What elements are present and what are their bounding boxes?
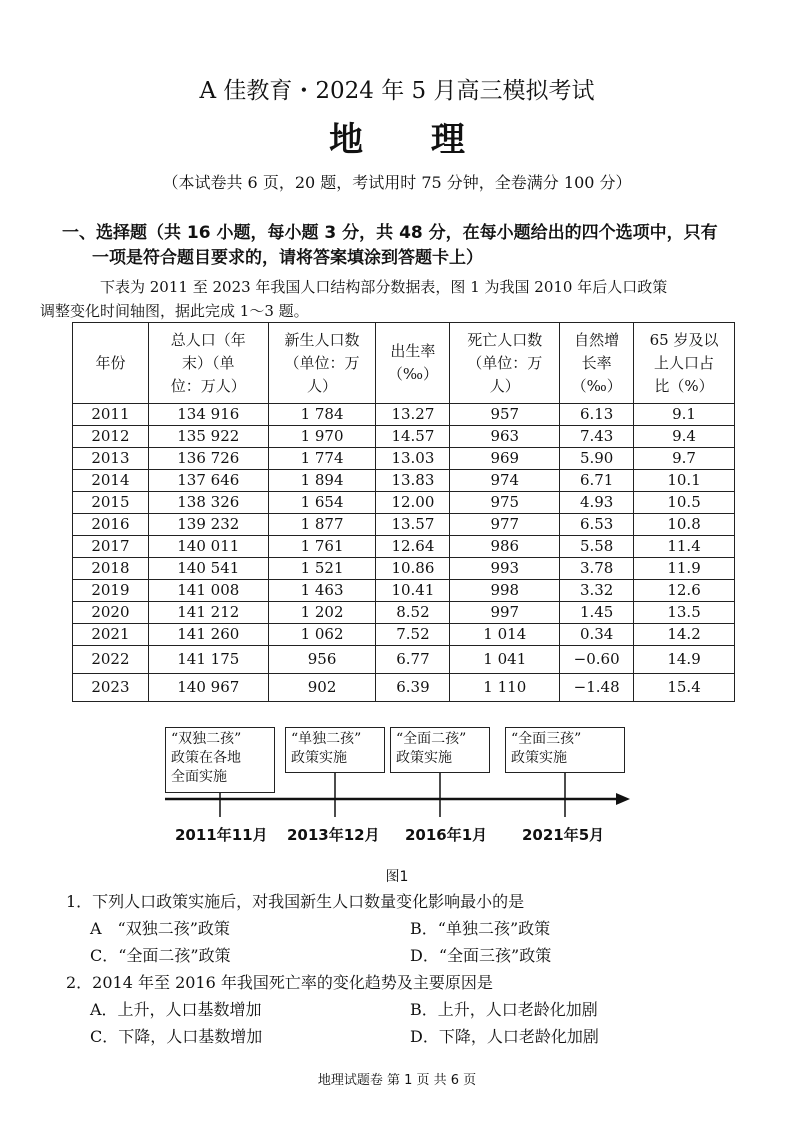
column-header bbox=[268, 323, 376, 404]
table-cell: 2023 bbox=[73, 674, 149, 702]
column-header bbox=[148, 323, 268, 404]
timeline-date-label: 2016年1月 bbox=[405, 826, 488, 844]
table-body bbox=[73, 404, 735, 702]
table-cell: 2022 bbox=[73, 646, 149, 674]
population-table bbox=[72, 322, 735, 702]
policy-box bbox=[505, 727, 625, 773]
table-cell: 1 784 bbox=[268, 404, 376, 426]
table-cell: 2015 bbox=[73, 492, 149, 514]
table-row bbox=[73, 426, 735, 448]
section-heading bbox=[62, 221, 752, 271]
table-cell: 11.9 bbox=[634, 558, 735, 580]
table-row bbox=[73, 646, 735, 674]
timeline-date-label: 2013年12月 bbox=[287, 826, 380, 844]
table-cell: 12.6 bbox=[634, 580, 735, 602]
column-header-line: 比（%） bbox=[654, 376, 714, 395]
policy-box-line: 政策实施 bbox=[396, 750, 452, 766]
table-cell: 140 541 bbox=[148, 558, 268, 580]
table-cell: −0.60 bbox=[560, 646, 634, 674]
table-row bbox=[73, 624, 735, 646]
table-cell: 141 260 bbox=[148, 624, 268, 646]
column-header-line: （‰） bbox=[571, 376, 622, 395]
table-cell: −1.48 bbox=[560, 674, 634, 702]
column-header-line: 死亡人口数 bbox=[467, 330, 543, 349]
table-cell: 10.8 bbox=[634, 514, 735, 536]
table-cell: 1 761 bbox=[268, 536, 376, 558]
column-header-line: 自然增 bbox=[574, 330, 620, 349]
column-header-line: 人） bbox=[307, 376, 338, 395]
table-cell: 997 bbox=[450, 602, 560, 624]
column-header-line: （单位：万 bbox=[284, 353, 360, 372]
table-cell: 2011 bbox=[73, 404, 149, 426]
table-row bbox=[73, 404, 735, 426]
table-cell: 986 bbox=[450, 536, 560, 558]
table-cell: 141 212 bbox=[148, 602, 268, 624]
table-cell: 6.13 bbox=[560, 404, 634, 426]
question-2-stem: 2．2014 年至 2016 年我国死亡率的变化趋势及主要原因是 bbox=[66, 973, 493, 992]
table-cell: 12.00 bbox=[376, 492, 450, 514]
table-cell: 10.5 bbox=[634, 492, 735, 514]
table-row bbox=[73, 448, 735, 470]
question-2-option-b: B．上升，人口老龄化加剧 bbox=[410, 1000, 598, 1019]
table-cell: 9.4 bbox=[634, 426, 735, 448]
table-cell: 14.57 bbox=[376, 426, 450, 448]
column-header bbox=[73, 323, 149, 404]
policy-box-line: 政策在各地 bbox=[171, 750, 241, 766]
table-cell: 1 110 bbox=[450, 674, 560, 702]
table-cell: 7.52 bbox=[376, 624, 450, 646]
table-cell: 1 970 bbox=[268, 426, 376, 448]
table-cell: 956 bbox=[268, 646, 376, 674]
question-1-option-d: D．“全面三孩”政策 bbox=[410, 946, 552, 965]
exam-note: （本试卷共 6 页，20 题，考试用时 75 分钟，全卷满分 100 分） bbox=[162, 173, 632, 192]
table-cell: 957 bbox=[450, 404, 560, 426]
table-cell: 8.52 bbox=[376, 602, 450, 624]
table-cell: 963 bbox=[450, 426, 560, 448]
table-row bbox=[73, 602, 735, 624]
table-cell: 2021 bbox=[73, 624, 149, 646]
column-header-line: （‰） bbox=[387, 365, 438, 383]
table-cell: 6.77 bbox=[376, 646, 450, 674]
table-cell: 6.71 bbox=[560, 470, 634, 492]
table-cell: 1 774 bbox=[268, 448, 376, 470]
table-cell: 2019 bbox=[73, 580, 149, 602]
question-2-option-a: A．上升，人口基数增加 bbox=[90, 1000, 262, 1019]
policy-box bbox=[165, 727, 275, 793]
table-cell: 1 062 bbox=[268, 624, 376, 646]
table-cell: 2013 bbox=[73, 448, 149, 470]
column-header-line: 位：万人） bbox=[170, 376, 246, 395]
policy-box-line: “单独二孩” bbox=[291, 731, 362, 747]
table-cell: 6.39 bbox=[376, 674, 450, 702]
table-cell: 13.5 bbox=[634, 602, 735, 624]
table-row bbox=[73, 536, 735, 558]
table-cell: 141 175 bbox=[148, 646, 268, 674]
table-cell: 2018 bbox=[73, 558, 149, 580]
question-2-option-c: C．下降，人口基数增加 bbox=[90, 1027, 263, 1046]
table-cell: 1 877 bbox=[268, 514, 376, 536]
column-header-line: 末）（单 bbox=[182, 353, 235, 372]
table-cell: 5.58 bbox=[560, 536, 634, 558]
table-header-row bbox=[73, 323, 735, 404]
table-cell: 5.90 bbox=[560, 448, 634, 470]
timeline-date-label: 2011年11月 bbox=[175, 826, 268, 844]
table-cell: 1 202 bbox=[268, 602, 376, 624]
table-cell: 1 521 bbox=[268, 558, 376, 580]
table-cell: 974 bbox=[450, 470, 560, 492]
column-header-line: 总人口（年 bbox=[170, 330, 246, 349]
table-row bbox=[73, 580, 735, 602]
table-cell: 138 326 bbox=[148, 492, 268, 514]
table-cell: 977 bbox=[450, 514, 560, 536]
section-heading-line1: 一、选择题（共 16 小题，每小题 3 分，共 48 分，在每小题给出的四个选项中，只有 bbox=[62, 223, 718, 243]
table-cell: 139 232 bbox=[148, 514, 268, 536]
exam-title: A 佳教育・2024 年 5 月高三模拟考试 bbox=[199, 78, 595, 104]
policy-box-line: “双独二孩” bbox=[171, 731, 242, 747]
policy-box-line: 政策实施 bbox=[291, 750, 347, 766]
table-cell: 1 894 bbox=[268, 470, 376, 492]
intro-line1: 下表为 2011 至 2023 年我国人口结构部分数据表，图 1 为我国 2010 年后人口政策 bbox=[100, 278, 668, 296]
figure-caption: 图1 bbox=[385, 869, 409, 885]
table-cell: 137 646 bbox=[148, 470, 268, 492]
page-footer: 地理试题卷 第 1 页 共 6 页 bbox=[317, 1073, 477, 1088]
column-header-line: 65 岁及以 bbox=[649, 330, 719, 349]
table-cell: 14.2 bbox=[634, 624, 735, 646]
table-cell: 902 bbox=[268, 674, 376, 702]
table-cell: 969 bbox=[450, 448, 560, 470]
table-cell: 1 041 bbox=[450, 646, 560, 674]
table-cell: 10.86 bbox=[376, 558, 450, 580]
policy-box-line: 全面实施 bbox=[171, 769, 227, 785]
section-heading-line2: 一项是符合题目要求的，请将答案填涂到答题卡上） bbox=[92, 248, 483, 268]
question-1-stem: 1．下列人口政策实施后，对我国新生人口数量变化影响最小的是 bbox=[66, 892, 525, 911]
table-row bbox=[73, 514, 735, 536]
table-cell: 6.53 bbox=[560, 514, 634, 536]
table-cell: 1.45 bbox=[560, 602, 634, 624]
table-cell: 141 008 bbox=[148, 580, 268, 602]
table-cell: 15.4 bbox=[634, 674, 735, 702]
intro-text bbox=[40, 275, 750, 323]
table-cell: 135 922 bbox=[148, 426, 268, 448]
table-cell: 10.1 bbox=[634, 470, 735, 492]
table-cell: 4.93 bbox=[560, 492, 634, 514]
question-1-option-c: C．“全面二孩”政策 bbox=[90, 946, 231, 965]
column-header bbox=[634, 323, 735, 404]
table-cell: 3.32 bbox=[560, 580, 634, 602]
intro-line2: 调整变化时间轴图，据此完成 1～3 题。 bbox=[40, 302, 309, 320]
table-cell: 1 463 bbox=[268, 580, 376, 602]
table-cell: 10.41 bbox=[376, 580, 450, 602]
table-cell: 975 bbox=[450, 492, 560, 514]
column-header-line: 人） bbox=[489, 376, 520, 395]
table-cell: 7.43 bbox=[560, 426, 634, 448]
table-cell: 2014 bbox=[73, 470, 149, 492]
column-header-line: 上人口占 bbox=[654, 353, 715, 372]
column-header-line: （单位：万 bbox=[467, 353, 543, 372]
question-2-option-d: D．下降，人口老龄化加剧 bbox=[410, 1027, 599, 1046]
policy-timeline bbox=[160, 722, 640, 852]
policy-box bbox=[390, 727, 490, 773]
table-cell: 0.34 bbox=[560, 624, 634, 646]
table-cell: 1 014 bbox=[450, 624, 560, 646]
table-cell: 14.9 bbox=[634, 646, 735, 674]
table-cell: 3.78 bbox=[560, 558, 634, 580]
table-cell: 13.03 bbox=[376, 448, 450, 470]
column-header-line: 年份 bbox=[95, 353, 126, 372]
table-cell: 9.7 bbox=[634, 448, 735, 470]
table-cell: 2016 bbox=[73, 514, 149, 536]
question-1-option-a: A “双独二孩”政策 bbox=[90, 919, 230, 938]
table-row bbox=[73, 470, 735, 492]
table-cell: 2020 bbox=[73, 602, 149, 624]
column-header-line: 新生人口数 bbox=[284, 330, 360, 349]
table-row bbox=[73, 558, 735, 580]
policy-box-line: “全面二孩” bbox=[396, 731, 467, 747]
column-header bbox=[560, 323, 634, 404]
column-header-line: 出生率 bbox=[390, 342, 436, 360]
table-cell: 13.57 bbox=[376, 514, 450, 536]
policy-box-line: “全面三孩” bbox=[511, 731, 582, 747]
table-row bbox=[73, 674, 735, 702]
table-cell: 140 011 bbox=[148, 536, 268, 558]
timeline-arrow-icon bbox=[616, 793, 630, 805]
table-cell: 1 654 bbox=[268, 492, 376, 514]
policy-box bbox=[285, 727, 385, 773]
question-1-option-b: B．“单独二孩”政策 bbox=[410, 919, 551, 938]
column-header bbox=[376, 323, 450, 404]
column-header bbox=[450, 323, 560, 404]
table-row bbox=[73, 492, 735, 514]
column-header-line: 长率 bbox=[581, 353, 612, 372]
timeline-date-label: 2021年5月 bbox=[522, 826, 605, 844]
table-cell: 136 726 bbox=[148, 448, 268, 470]
subject-title: 地 理 bbox=[329, 120, 493, 160]
table-cell: 9.1 bbox=[634, 404, 735, 426]
table-cell: 11.4 bbox=[634, 536, 735, 558]
table-cell: 2012 bbox=[73, 426, 149, 448]
table-cell: 2017 bbox=[73, 536, 149, 558]
table-cell: 998 bbox=[450, 580, 560, 602]
policy-box-line: 政策实施 bbox=[511, 750, 567, 766]
table-cell: 13.83 bbox=[376, 470, 450, 492]
table-cell: 134 916 bbox=[148, 404, 268, 426]
table-cell: 12.64 bbox=[376, 536, 450, 558]
table-cell: 140 967 bbox=[148, 674, 268, 702]
table-cell: 13.27 bbox=[376, 404, 450, 426]
table-cell: 993 bbox=[450, 558, 560, 580]
